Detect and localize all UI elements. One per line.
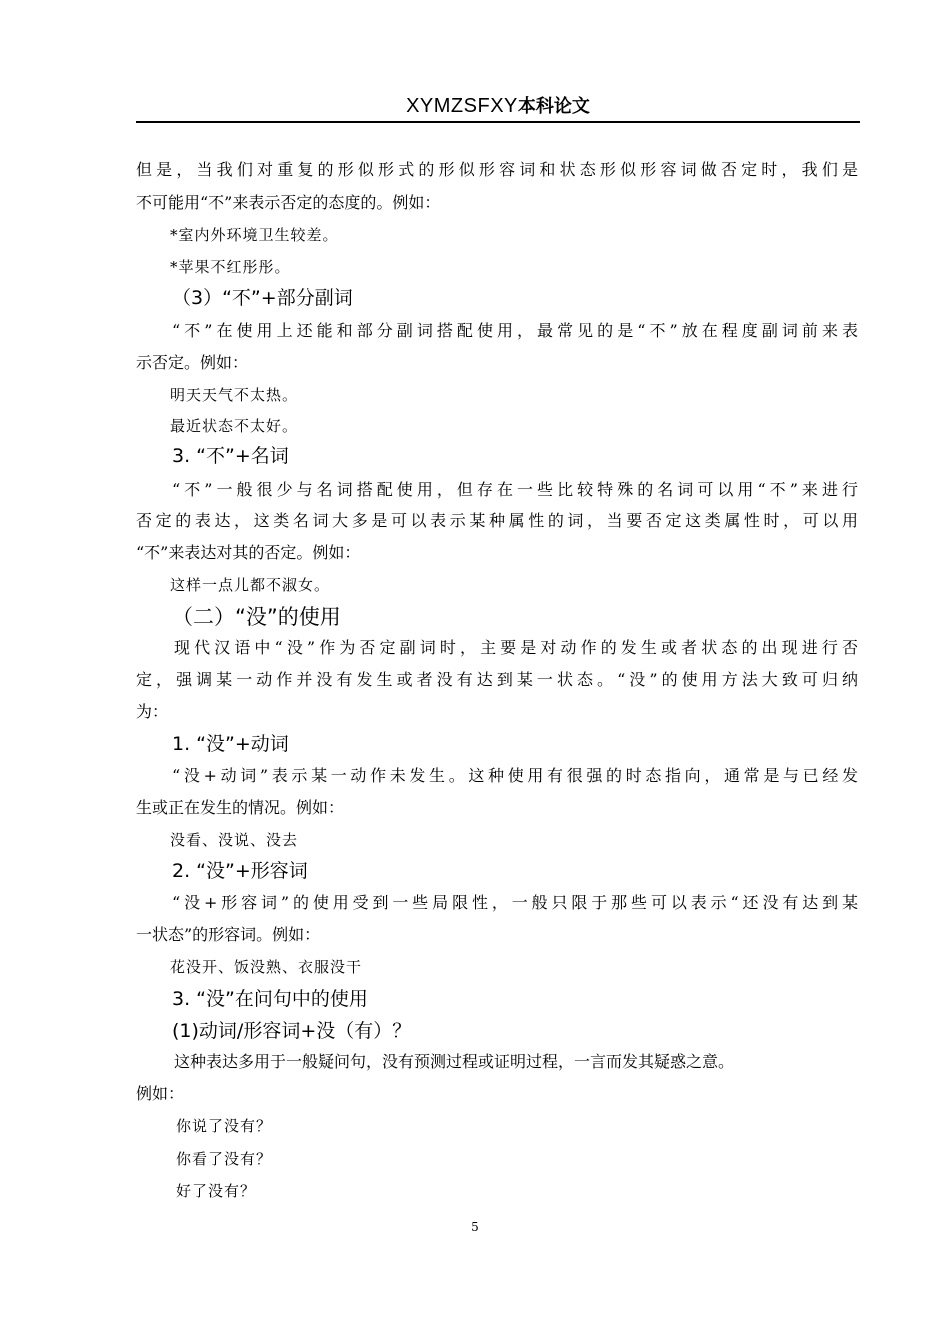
example-line: 没看、没说、没去 bbox=[170, 831, 299, 849]
paragraph-line: 现代汉语中“没”作为否定副词时，主要是对动作的发生或者状态的出现进行否 bbox=[174, 638, 858, 657]
example-line: 好了没有？ bbox=[176, 1182, 257, 1200]
example-line: 最近状态不太好。 bbox=[170, 417, 299, 435]
header-code: XYMZSFXY bbox=[406, 95, 518, 117]
paragraph-line: 示否定。例如： bbox=[136, 353, 249, 372]
paragraph-line: 不可能用“不”来表示否定的态度的。例如： bbox=[136, 193, 441, 212]
example-line: *室内外环境卫生较差。 bbox=[170, 226, 339, 244]
section-heading: 3. “不”+名词 bbox=[172, 445, 289, 467]
header-rule bbox=[136, 121, 860, 123]
paragraph-line: 定，强调某一动作并没有发生或者没有达到某一状态。“没”的使用方法大致可归纳 bbox=[136, 670, 858, 689]
paragraph-line: 这种表达多用于一般疑问句，没有预测过程或证明过程，一言而发其疑惑之意。 bbox=[174, 1052, 735, 1071]
paragraph-line: 否定的表达，这类名词大多是可以表示某种属性的词，当要否定这类属性时，可以用 bbox=[136, 511, 858, 530]
page-number: 5 bbox=[471, 1220, 479, 1234]
example-line: 明天天气不太热。 bbox=[170, 386, 299, 404]
example-line: 这样一点儿都不淑女。 bbox=[170, 576, 331, 594]
paragraph-line: “不”一般很少与名词搭配使用，但存在一些比较特殊的名词可以用“不”来进行 bbox=[172, 480, 858, 499]
paragraph-line: 例如： bbox=[136, 1084, 185, 1103]
section-heading: （二）“没”的使用 bbox=[172, 605, 341, 629]
section-heading: （3）“不”+部分副词 bbox=[172, 287, 353, 309]
page-header bbox=[136, 92, 860, 120]
example-line: 花没开、饭没熟、衣服没干 bbox=[170, 958, 363, 976]
example-line: *苹果不红彤彤。 bbox=[170, 258, 291, 276]
paragraph-line: “不”来表达对其的否定。例如： bbox=[136, 543, 361, 562]
paragraph-line: 生或正在发生的情况。例如： bbox=[136, 798, 345, 817]
paragraph-line: “不”在使用上还能和部分副词搭配使用，最常见的是“不”放在程度副词前来表 bbox=[172, 321, 858, 340]
paragraph-line: 但是，当我们对重复的形似形式的形似形容词和状态形似形容词做否定时，我们是 bbox=[136, 160, 858, 179]
paragraph-line: “没+形容词”的使用受到一些局限性，一般只限于那些可以表示“还没有达到某 bbox=[172, 893, 858, 912]
example-line: 你说了没有？ bbox=[176, 1117, 273, 1135]
section-heading: 1. “没”+动词 bbox=[172, 733, 289, 755]
paragraph-line: “没+动词”表示某一动作未发生。这种使用有很强的时态指向，通常是与已经发 bbox=[172, 766, 858, 785]
section-heading: (1)动词/形容词+没（有）？ bbox=[172, 1020, 412, 1042]
section-heading: 2. “没”+形容词 bbox=[172, 860, 308, 882]
example-line: 你看了没有？ bbox=[176, 1150, 273, 1168]
paragraph-line: 一状态”的形容词。例如： bbox=[136, 925, 321, 944]
paragraph-line: 为： bbox=[136, 702, 169, 721]
section-heading: 3. “没”在问句中的使用 bbox=[172, 988, 368, 1010]
header-label: 本科论文 bbox=[517, 96, 590, 117]
